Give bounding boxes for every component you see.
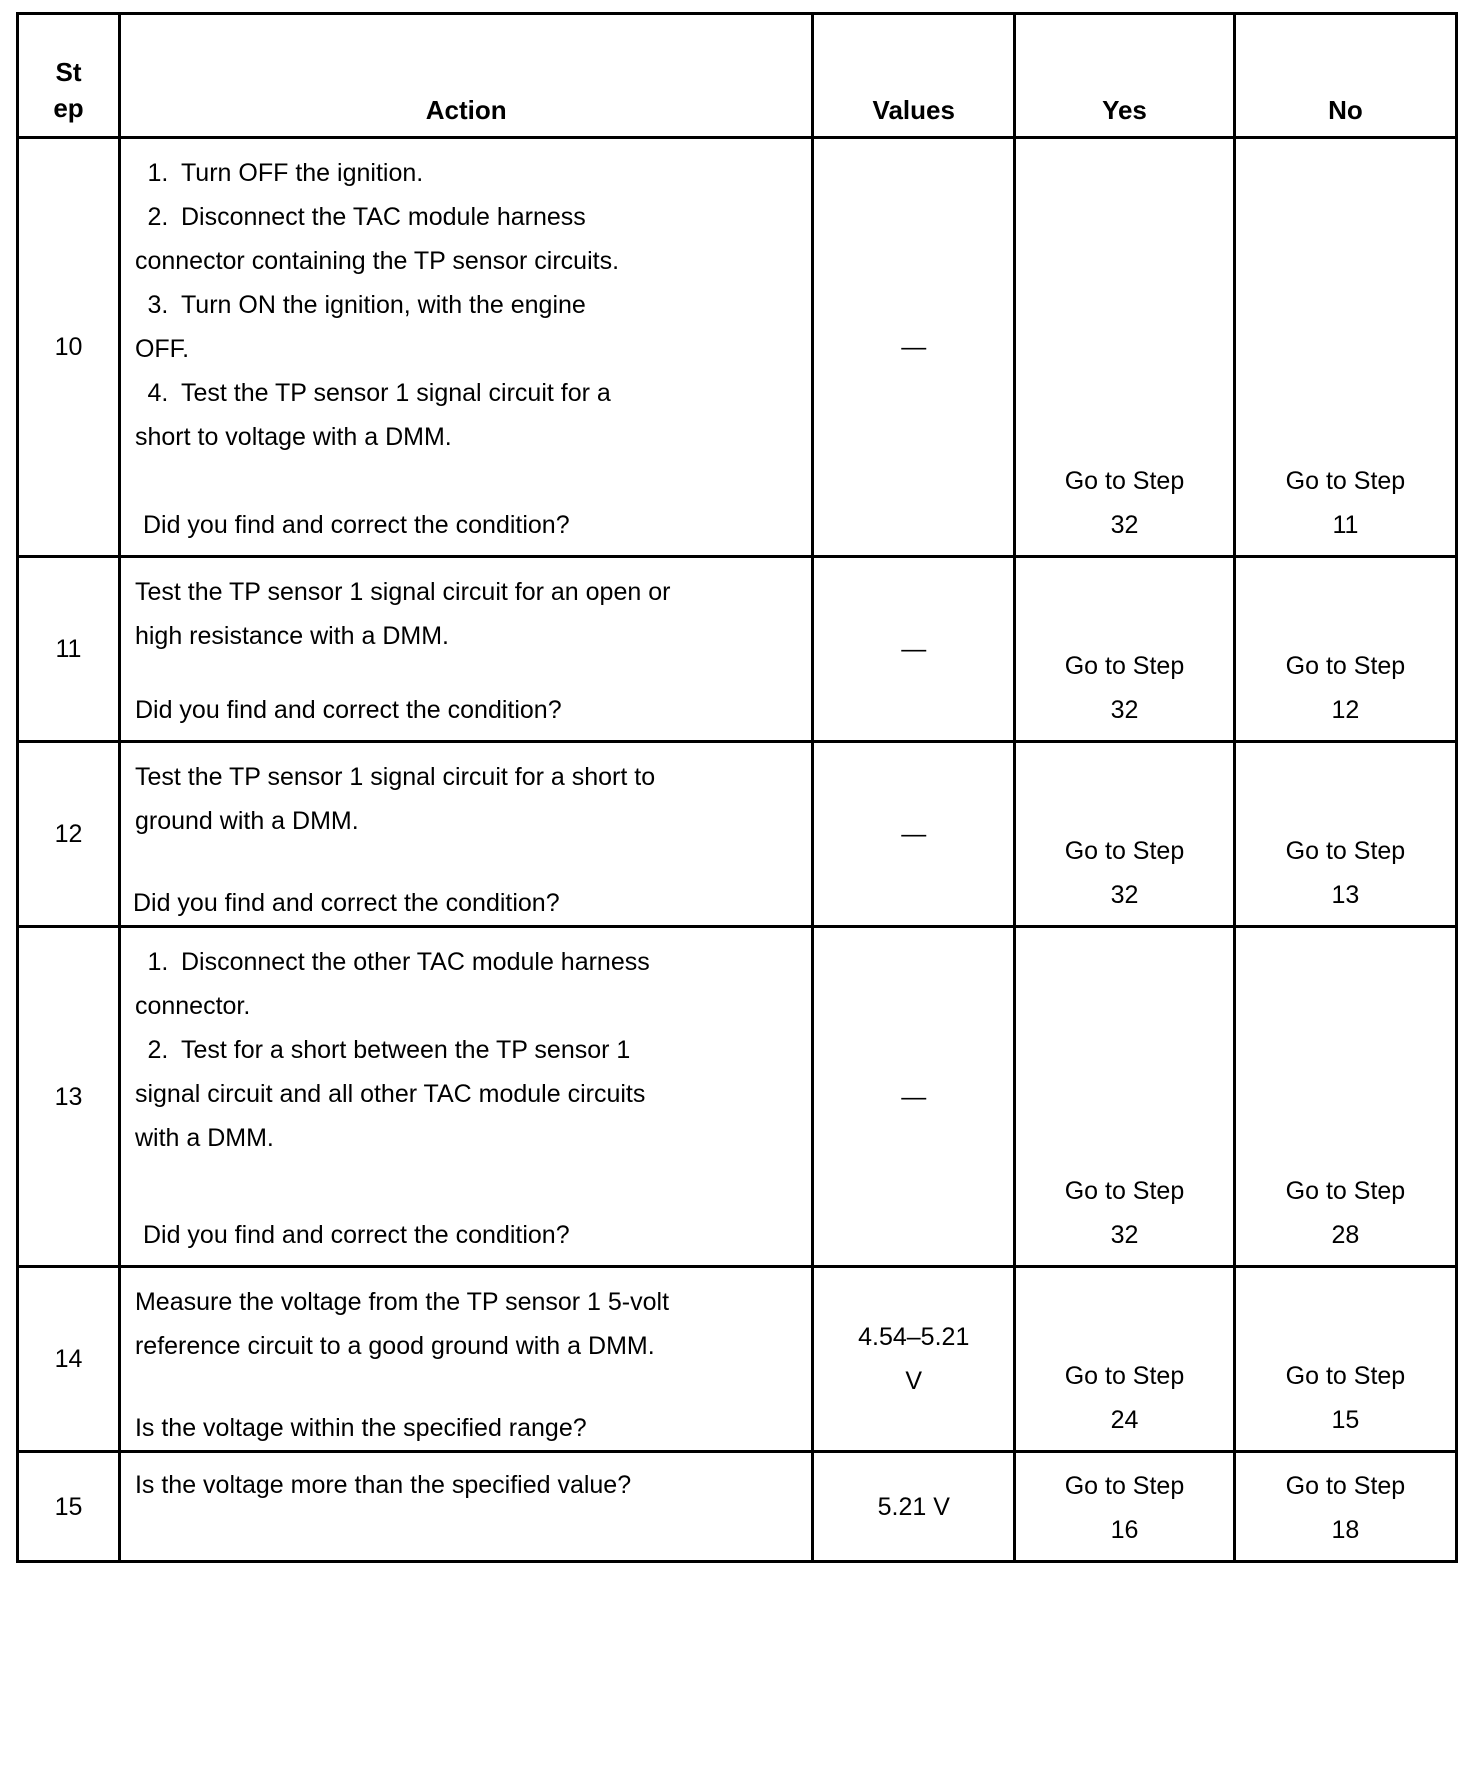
values-cell: — [813, 927, 1015, 1267]
step-number: 11 [18, 557, 120, 742]
no-cell: Go to Step 15 [1234, 1267, 1456, 1452]
action-line: with a DMM. [134, 1124, 274, 1152]
action-line: connector containing the TP sensor circuits. [134, 247, 620, 275]
no-cell: Go to Step 13 [1234, 742, 1456, 927]
step-number: 15 [18, 1452, 120, 1562]
table-row [18, 742, 1457, 927]
header-row [18, 14, 1457, 138]
action-cell [119, 138, 812, 557]
action-cell [119, 557, 812, 742]
yes-cell: Go to Step 32 [1015, 927, 1235, 1267]
header-yes: Yes [1015, 14, 1235, 138]
step-number: 12 [18, 742, 120, 927]
table-row [18, 557, 1457, 742]
header-values: Values [813, 14, 1015, 138]
action-line: 2. Test for a short between the TP sensor 1 [147, 1036, 631, 1064]
no-cell: Go to Step 28 [1234, 927, 1456, 1267]
action-line: short to voltage with a DMM. [134, 423, 452, 451]
yes-cell: Go to Step 32 [1015, 557, 1235, 742]
step-number: 13 [18, 927, 120, 1267]
action-line: connector. [134, 992, 251, 1020]
table-row [18, 1267, 1457, 1452]
action-line: Is the voltage more than the specified value? [134, 1471, 632, 1499]
action-line: OFF. [134, 335, 190, 363]
action-cell [119, 1452, 812, 1562]
step-number: 10 [18, 138, 120, 557]
action-cell [119, 927, 812, 1267]
step-number: 14 [18, 1267, 120, 1452]
action-line: 3. Turn ON the ignition, with the engine [147, 291, 586, 319]
action-line: 2. Disconnect the TAC module harness [147, 203, 586, 231]
action-line: reference circuit to a good ground with a DMM. [134, 1332, 655, 1360]
table-row [18, 927, 1457, 1267]
action-question: Is the voltage within the specified range? [134, 1414, 587, 1442]
action-cell [119, 1267, 812, 1452]
values-cell: 4.54–5.21 V [813, 1267, 1015, 1452]
yes-cell: Go to Step 24 [1015, 1267, 1235, 1452]
action-question: Did you find and correct the condition? [132, 889, 560, 917]
action-line: Measure the voltage from the TP sensor 1 5-volt [134, 1288, 670, 1316]
values-cell: — [813, 138, 1015, 557]
action-line: ground with a DMM. [134, 807, 359, 835]
no-cell: Go to Step 12 [1234, 557, 1456, 742]
diagnostic-table [16, 12, 1458, 1563]
no-cell: Go to Step 18 [1234, 1452, 1456, 1562]
header-step: St ep [18, 14, 120, 138]
values-cell: 5.21 V [813, 1452, 1015, 1562]
action-line: 1. Turn OFF the ignition. [147, 159, 424, 187]
table-row [18, 138, 1457, 557]
yes-cell: Go to Step 32 [1015, 138, 1235, 557]
action-line: signal circuit and all other TAC module circuits [134, 1080, 646, 1108]
action-line: Test the TP sensor 1 signal circuit for an open or [134, 578, 671, 606]
action-line: 4. Test the TP sensor 1 signal circuit for a [147, 379, 611, 407]
values-cell: — [813, 557, 1015, 742]
header-action: Action [119, 14, 812, 138]
action-question: Did you find and correct the condition? [142, 511, 570, 539]
yes-cell: Go to Step 32 [1015, 742, 1235, 927]
action-question: Did you find and correct the condition? [134, 696, 562, 724]
no-cell: Go to Step 11 [1234, 138, 1456, 557]
table-row [18, 1452, 1457, 1562]
action-question: Did you find and correct the condition? [142, 1221, 570, 1249]
action-line: high resistance with a DMM. [134, 622, 449, 650]
action-line: 1. Disconnect the other TAC module harness [147, 948, 650, 976]
values-cell: — [813, 742, 1015, 927]
action-line: Test the TP sensor 1 signal circuit for a short to [134, 763, 656, 791]
header-no: No [1234, 14, 1456, 138]
yes-cell: Go to Step 16 [1015, 1452, 1235, 1562]
action-cell [119, 742, 812, 927]
